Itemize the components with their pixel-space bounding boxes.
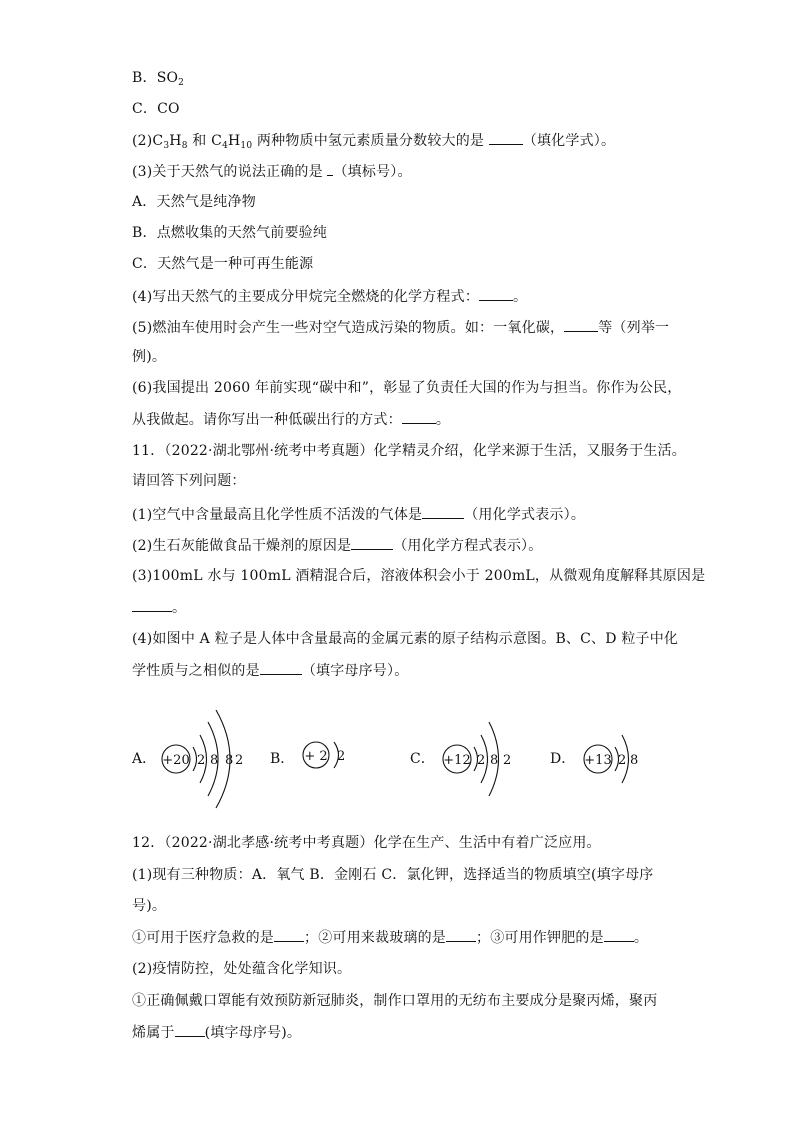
subscript: 10 <box>240 141 253 151</box>
text-line <box>132 254 313 274</box>
text-run: (3)关于天然气的说法正确的是 <box>132 164 328 180</box>
answer-blank[interactable] <box>175 1022 205 1037</box>
text-run: ；③可用作钾肥的是 <box>476 930 604 946</box>
text-run: C．天然气是一种可再生能源 <box>132 256 314 272</box>
text-run: ①可用于医疗急救的是 <box>132 930 274 946</box>
text-run: （填标号）。 <box>333 164 412 180</box>
answer-blank[interactable] <box>422 504 464 519</box>
text-line <box>132 660 408 681</box>
text-line <box>132 959 351 979</box>
atomic-structure-diagrams <box>120 700 680 820</box>
text-run: ；②可用来裁玻璃的是 <box>304 930 446 946</box>
shell-c-3: 2 <box>503 753 512 768</box>
shell-a-3: 8 <box>225 753 234 768</box>
text-run: 。 <box>172 600 187 616</box>
answer-blank[interactable] <box>351 535 393 550</box>
text-run: 学性质与之相似的是 <box>132 663 260 679</box>
text-line <box>132 378 681 398</box>
text-line <box>132 347 166 367</box>
shell-d-1: 2 <box>618 753 627 768</box>
text-run: （用化学方程式表示）。 <box>393 538 543 554</box>
option-c-label: C． <box>410 751 435 767</box>
text-run: 号)。 <box>132 898 167 914</box>
text-line <box>132 409 450 430</box>
text-line <box>132 317 669 338</box>
shell-c-2: 8 <box>490 753 499 768</box>
subscript: 2 <box>178 78 185 88</box>
text-run: 两种物质中氢元素质量分数较大的是 <box>252 133 489 149</box>
text-line <box>132 68 184 88</box>
text-run: 等（列举一 <box>598 320 670 336</box>
text-line <box>132 535 542 556</box>
subscript: 8 <box>181 141 188 151</box>
text-line <box>132 286 527 307</box>
subscript: 3 <box>163 141 170 151</box>
text-line <box>132 597 186 618</box>
text-run: H <box>169 133 182 149</box>
nucleus-b-charge: + 2 <box>304 749 328 764</box>
text-line <box>132 223 327 243</box>
text-run: C．CO <box>132 101 180 117</box>
answer-blank[interactable] <box>260 660 302 675</box>
text-run: 和 C <box>187 133 223 149</box>
text-run: (4)写出天然气的主要成分甲烷完全燃烧的化学方程式： <box>132 289 480 305</box>
text-run: B．点燃收集的天然气前要验纯 <box>132 225 328 241</box>
text-run: 。 <box>435 412 451 428</box>
text-line <box>132 896 166 916</box>
text-run: (6)我国提出 2060 年前实现“碳中和”，彰显了负责任大国的作为与担当。你作为公民， <box>132 380 682 396</box>
option-d-label: D． <box>550 751 576 767</box>
answer-blank[interactable] <box>132 597 172 612</box>
text-run: ①正确佩戴口罩能有效预防新冠肺炎，制作口罩用的无纺布主要成分是聚丙烯，聚丙 <box>132 993 658 1009</box>
text-run: (2)生石灰能做食品干燥剂的原因是 <box>132 538 352 554</box>
answer-blank[interactable] <box>489 130 523 145</box>
shell-c-1: 2 <box>477 753 486 768</box>
nucleus-d-charge: +13 <box>584 753 612 768</box>
option-b-diagram <box>270 742 345 768</box>
text-line <box>132 833 601 853</box>
text-line <box>132 441 686 461</box>
text-line <box>132 504 585 525</box>
shell-d-2: 8 <box>630 753 639 768</box>
shell-b-1: 2 <box>337 749 346 764</box>
nucleus-c-charge: +12 <box>443 753 471 768</box>
shell-a-1: 2 <box>197 753 206 768</box>
shell-a-2: 8 <box>210 753 219 768</box>
text-run: （填字母序号）。 <box>301 663 409 679</box>
text-line <box>132 566 705 586</box>
text-run: B．SO <box>132 70 179 86</box>
text-run: 从我做起。请你写出一种低碳出行的方式： <box>132 412 402 428</box>
option-c-diagram <box>410 722 511 796</box>
text-run: (4)如图中 A 粒子是人体中含量最高的金属元素的原子结构示意图。B、C、D 粒子中化 <box>132 631 679 647</box>
text-run: （用化学式表示）。 <box>464 507 586 523</box>
text-run: （填化学式）。 <box>522 133 616 149</box>
answer-blank[interactable] <box>604 927 634 942</box>
option-a-diagram <box>131 710 243 808</box>
text-line <box>132 991 657 1011</box>
answer-blank[interactable] <box>274 927 304 942</box>
text-run: (填字母序号)。 <box>204 1025 302 1041</box>
text-line <box>132 192 256 212</box>
text-run: (2)C <box>132 133 164 149</box>
text-line <box>132 161 412 182</box>
option-b-label: B． <box>270 751 295 767</box>
text-run: 。 <box>633 930 649 946</box>
text-run: 12．（2022·湖北孝感·统考中考真题）化学在生产、生活中有着广泛应用。 <box>132 835 601 851</box>
text-run: H <box>228 133 241 149</box>
text-run: 烯属于 <box>132 1025 175 1041</box>
answer-blank[interactable] <box>479 286 513 301</box>
option-d-diagram <box>550 735 638 783</box>
subscript: 4 <box>222 141 228 151</box>
option-a-label: A． <box>132 751 157 767</box>
text-line <box>132 99 180 119</box>
text-run: (1)现有三种物质：A．氧气 B．金刚石 C．氯化钾，选择适当的物质填空(填字母序 <box>132 867 654 883</box>
text-line <box>132 865 654 885</box>
text-run: (1)空气中含量最高且化学性质不活泼的气体是 <box>132 507 423 523</box>
text-run: 请回答下列问题： <box>132 473 246 489</box>
text-run: 。 <box>513 289 528 305</box>
text-line <box>132 1022 301 1043</box>
answer-blank[interactable] <box>402 409 436 424</box>
shell-a-4: 2 <box>235 753 244 768</box>
answer-blank[interactable] <box>564 317 598 332</box>
text-line <box>132 629 678 649</box>
answer-blank[interactable] <box>446 927 476 942</box>
text-line <box>132 130 615 151</box>
text-run: (5)燃油车使用时会产生一些对空气造成污染的物质。如：一氧化碳， <box>132 320 565 336</box>
text-line <box>132 927 648 948</box>
nucleus-a-charge: +20 <box>162 753 190 768</box>
text-line <box>132 471 246 491</box>
text-run: (3)100mL 水与 100mL 酒精混合后，溶液体积会小于 200mL，从微观角度解释其原因是 <box>132 568 706 584</box>
text-run: (2)疫情防控，处处蕴含化学知识。 <box>132 961 352 977</box>
text-run: A．天然气是纯净物 <box>132 194 256 210</box>
text-run: 例)。 <box>132 349 167 365</box>
text-run: 11．（2022·湖北鄂州·统考中考真题）化学精灵介绍，化学来源于生活，又服务于生活。 <box>132 443 686 459</box>
